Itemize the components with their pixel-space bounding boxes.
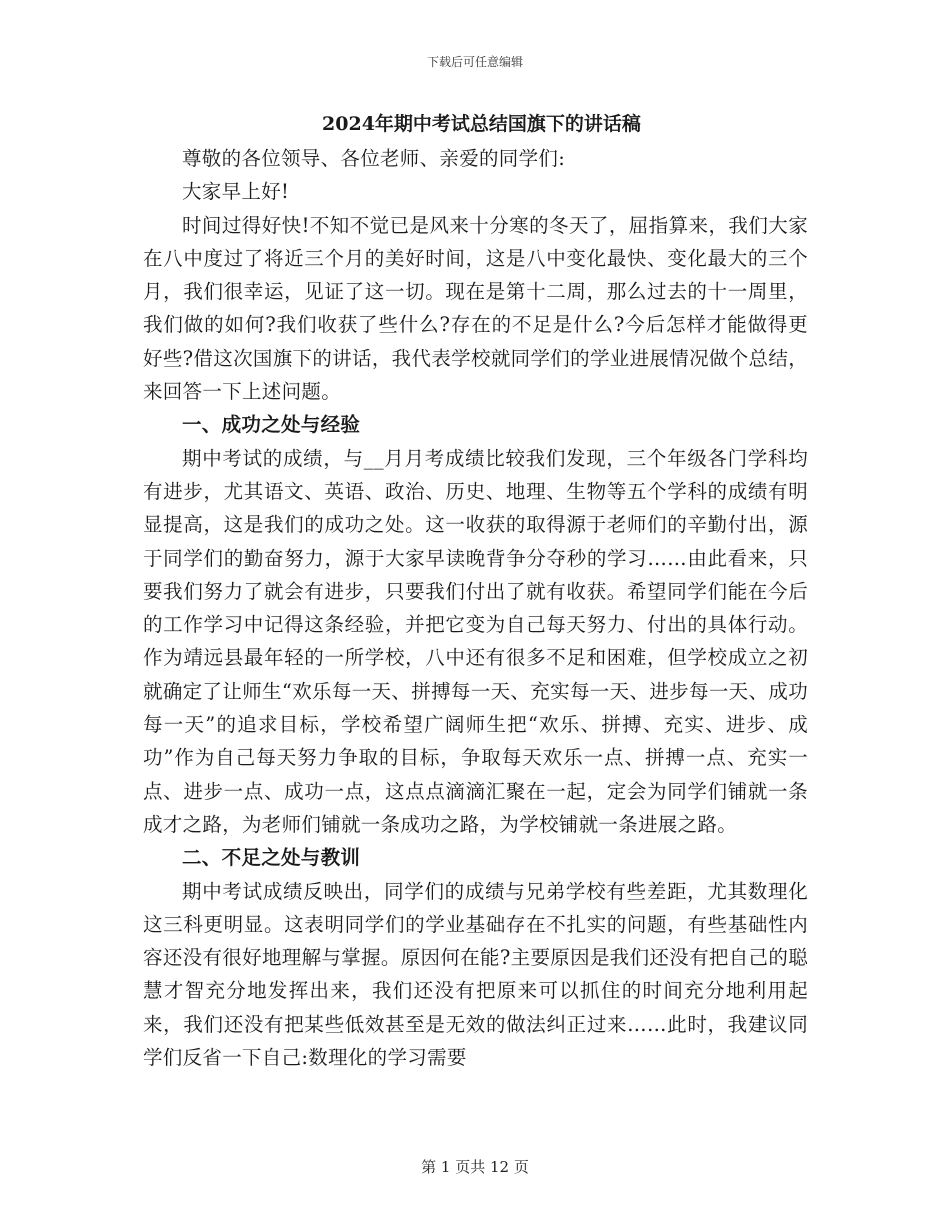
section-heading-shortcomings: 二、不足之处与教训: [182, 846, 361, 870]
header-note: 下载后可任意编辑: [426, 55, 523, 69]
page-number-footer: 第 1 页共 12 页: [421, 1158, 529, 1176]
section-heading-success: 一、成功之处与经验: [182, 413, 361, 437]
document-title: 2024年期中考试总结国旗下的讲话稿: [322, 113, 641, 135]
shortcomings-paragraph: 期中考试成绩反映出，同学们的成绩与兄弟学校有些差距，尤其数理化这三科更明显。这表明同学们的学业基础存在不扎实的问题，有些基础性内容还没有很好地理解与掌握。原因何在能?主要原因是我们还没有把自己的聪慧才智充分地发挥出来，我们还没有把原来可以抓住的时间充分地利用起来，我们还没有把某些低效甚至是无效的做法纠正过来……此时，我建议同学们反省一下自己:数理化的学习需要: [143, 879, 808, 1070]
document-body: [143, 110, 808, 1074]
salutation: 尊敬的各位领导、各位老师、亲爱的同学们:: [182, 147, 566, 170]
greeting: 大家早上好!: [182, 180, 290, 204]
intro-paragraph: 时间过得好快!不知不觉已是风来十分寒的冬天了，屈指算来，我们大家在八中度过了将近三个月的美好时间，这是八中变化最快、变化最大的三个月，我们很幸运，见证了这一切。现在是第十二周，那么过去的十一周里，我们做的如何?我们收获了些什么?存在的不足是什么?今后怎样才能做得更好些?借这次国旗下的讲话，我代表学校就同学们的学业进展情况做个总结，来回答一下上述问题。: [143, 213, 808, 404]
success-paragraph: 期中考试的成绩，与__月月考成绩比较我们发现，三个年级各门学科均有进步，尤其语文、英语、政治、历史、地理、生物等五个学科的成绩有明显提高，这是我们的成功之处。这一收获的取得源于老师们的辛勤付出，源于同学们的勤奋努力，源于大家早读晚背争分夺秒的学习……由此看来，只要我们努力了就会有进步，只要我们付出了就有收获。希望同学们能在今后的工作学习中记得这条经验，并把它变为自己每天努力、付出的具体行动。作为靖远县最年轻的一所学校，八中还有很多不足和困难，但学校成立之初就确定了让师生“欢乐每一天、拼搏每一天、充实每一天、进步每一天、成功每一天”的追求目标，学校希望广阔师生把“欢乐、拼搏、充实、进步、成功”作为自己每天努力争取的目标，争取每天欢乐一点、拼搏一点、充实一点、进步一点、成功一点，这点点滴滴汇聚在一起，定会为同学们铺就一条成才之路，为老师们铺就一条成功之路，为学校铺就一条进展之路。: [143, 446, 808, 836]
